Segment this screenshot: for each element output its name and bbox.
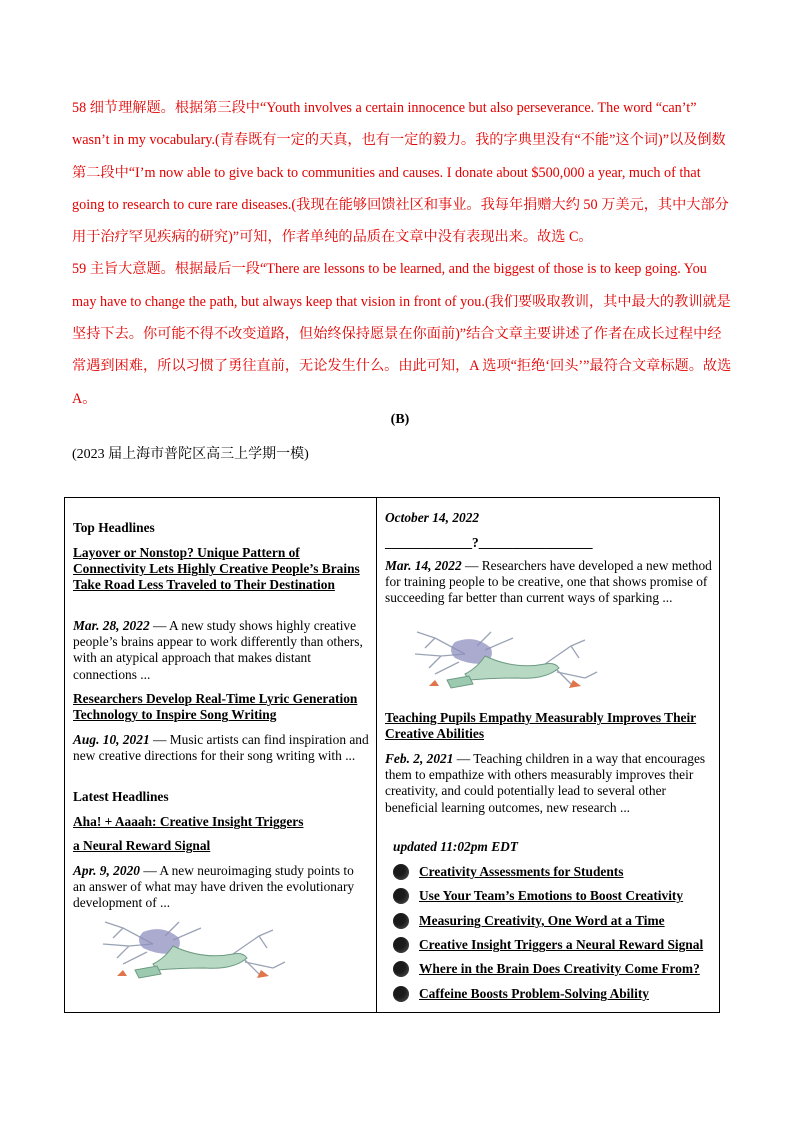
article-2-title[interactable]: Researchers Develop Real-Time Lyric Generation Technology to Inspire Song Writing (73, 691, 358, 723)
latest-headlines-heading: Latest Headlines (73, 789, 169, 804)
bullet-icon (393, 864, 409, 880)
top-headlines-heading: Top Headlines (73, 520, 155, 535)
section-label: (B) (390, 412, 410, 427)
related-link[interactable] (393, 863, 623, 881)
related-link[interactable] (393, 887, 683, 905)
article-1-text: — A new study shows highly creative people’s brains appear to work differently than others, with an atypical approach that makes distant connections ... (73, 618, 363, 682)
page-date: October 14, 2022 (385, 510, 480, 525)
source-note: (2023 届上海市普陀区高三上学期一模) (72, 447, 309, 462)
neuron-illustration (83, 918, 293, 984)
article-5-title[interactable]: Teaching Pupils Empathy Measurably Improves Their Creative Abilities (385, 710, 697, 742)
article-3-summary (73, 863, 369, 912)
article-2-text: — Music artists can find inspiration and new creative directions for their song writing with ... (73, 732, 369, 764)
article-5-summary (385, 751, 715, 816)
bullet-icon (393, 961, 409, 977)
bullet-icon (393, 986, 409, 1002)
answer-58: 58 细节理解题。根据第三段中“Youth involves a certain innocence but also perseverance. The word “can’t” wasn’t in my vocabulary.(青春既有一定的天真，也有一定的毅力。我的字典里没有“不能”这个词)”以及倒数第二段中“I’m now able to give back to communities and causes. I donate about $500,000 a year, much of that going to research to cure rare diseases.(我现在能够回馈社区和事业。我每年捐赠大约 50 万美元，其中大部分用于治疗罕见疾病的研究)”可知，作者单纯的品质在文章中没有表现出来。故选 C。 (72, 100, 729, 246)
related-link-text[interactable]: Creativity Assessments for Students (419, 863, 624, 879)
article-1-summary (73, 618, 369, 683)
related-link-text[interactable]: Measuring Creativity, One Word at a Time (419, 912, 665, 928)
related-link-text[interactable]: Caffeine Boosts Problem-Solving Ability (419, 985, 650, 1001)
article-4-summary (385, 558, 715, 607)
article-4-date: Mar. 14, 2022 (385, 558, 462, 573)
bullet-icon (393, 937, 409, 953)
related-link[interactable] (393, 936, 703, 954)
article-4-text: — Researchers have developed a new method for training people to be creative, one that shows promise of succeeding far better than current ways of sparking ... (385, 558, 712, 606)
article-2-summary (73, 732, 369, 764)
bullet-icon (393, 913, 409, 929)
related-link[interactable] (393, 912, 665, 930)
article-5-date: Feb. 2, 2021 (385, 751, 454, 766)
column-divider (376, 498, 377, 1012)
related-link-text[interactable]: Use Your Team’s Emotions to Boost Creativity (419, 887, 684, 903)
blank-title: _____________?_________________ (385, 535, 593, 550)
article-2-date: Aug. 10, 2021 (73, 732, 150, 747)
related-link[interactable] (393, 985, 649, 1003)
article-5-text: — Teaching children in a way that encourages them to empathize with others measurably improves their creativity, and could potentially lead to several other beneficial learning outcomes, new research ... (385, 751, 706, 815)
answer-59: 59 主旨大意题。根据最后一段“There are lessons to be learned, and the biggest of those is to keep going. You may have to change the path, but always keep that vision in front of you.(我们要吸取教训，其中最大的教训就是坚持下去。你可能不得不改变道路，但始终保持愿景在你面前)”结合文章主要讲述了作者在成长过程中经常遇到困难，所以习惯了勇往直前，无论发生什么。由此可知，A 选项“拒绝‘回头’”最符合文章标题。故选 A。 (72, 261, 732, 407)
related-link-text[interactable]: Creative Insight Triggers a Neural Reward Signal (419, 936, 704, 952)
article-3-title-line1[interactable]: Aha! + Aaaah: Creative Insight Triggers (73, 814, 304, 829)
updated-time: updated 11:02pm EDT (393, 839, 518, 854)
article-1-date: Mar. 28, 2022 (73, 618, 150, 633)
article-3-date: Apr. 9, 2020 (73, 863, 140, 878)
article-3-text: — A new neuroimaging study points to an answer of what may have driven the evolutionary development of ... (73, 863, 355, 911)
article-1-title[interactable]: Layover or Nonstop? Unique Pattern of Connectivity Lets Highly Creative People’s Brains Take Road Less Traveled to Their Destination (73, 545, 360, 593)
article-3-title-line2[interactable]: a Neural Reward Signal (73, 838, 211, 853)
related-link-text[interactable]: Where in the Brain Does Creativity Come From? (419, 960, 700, 976)
related-link[interactable] (393, 960, 700, 978)
bullet-icon (393, 888, 409, 904)
neuron-illustration (395, 628, 605, 694)
answer-explanations (72, 92, 732, 415)
news-page-frame (64, 497, 720, 1013)
